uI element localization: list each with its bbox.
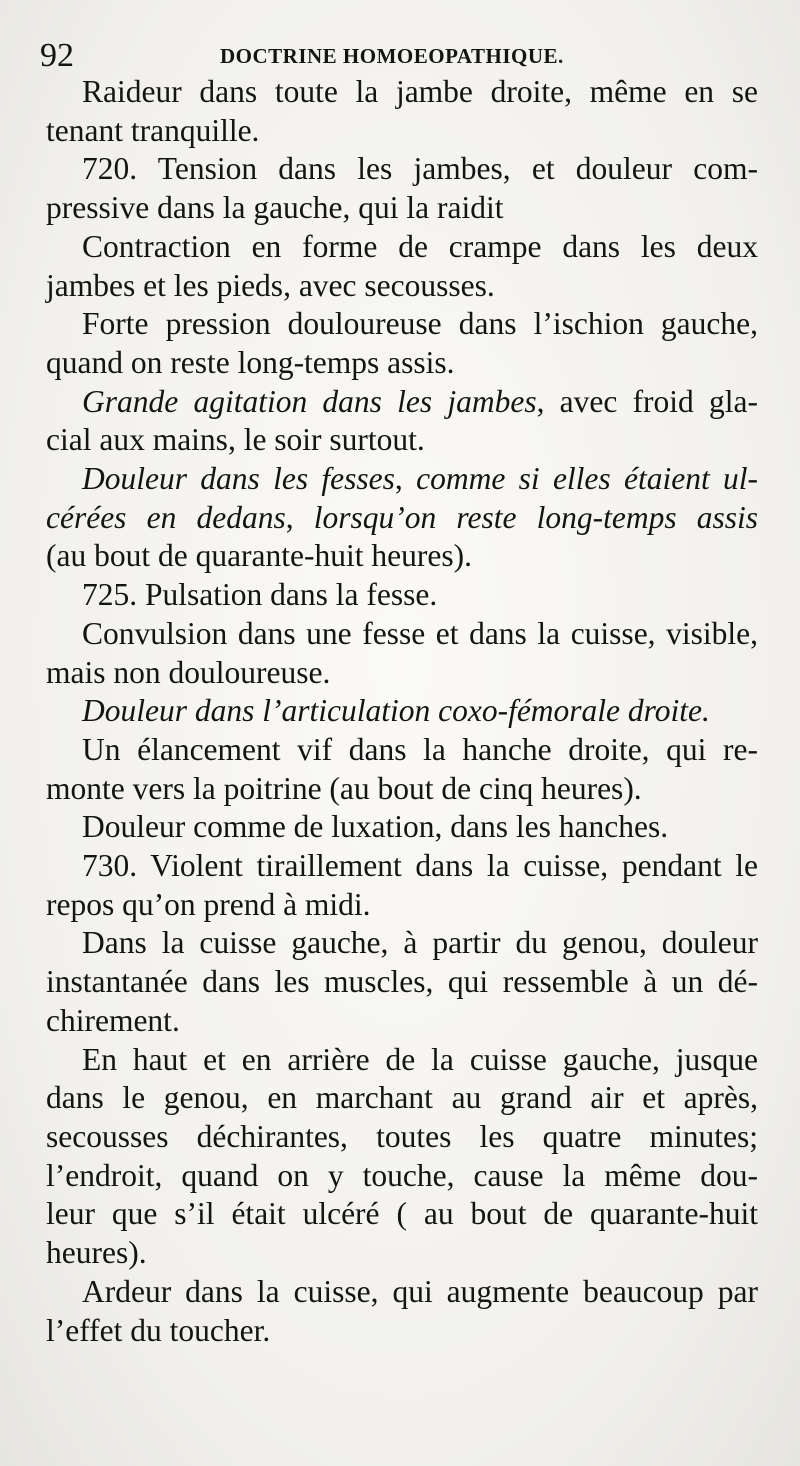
text-line: secousses déchirantes, toutes les quatre minutes; — [46, 1118, 758, 1154]
text-line: repos qu’on prend à midi. — [46, 886, 371, 922]
roman-run: , — [285, 499, 314, 535]
text-line: chirement. — [46, 1002, 180, 1038]
text-line: En haut et en arrière de la cuisse gauche, jusque — [82, 1041, 758, 1077]
text-line: Un élancement vif dans la hanche droite, qui re- — [82, 731, 758, 767]
text-line: monte vers la poitrine (au bout de cinq heures). — [46, 770, 642, 806]
text-line — [46, 460, 758, 499]
italic-run: lorsqu’on reste long-temps assis — [313, 499, 758, 535]
text-line: pressive dans la gauche, qui la raidit — [46, 190, 504, 226]
roman-run: , avec froid gla- — [536, 383, 758, 419]
text-line: (au bout de quarante-huit heures). — [46, 538, 472, 574]
text-line: mais non douloureuse. — [46, 654, 331, 690]
text-line: Contraction en forme de crampe dans les deux — [82, 228, 758, 264]
text-line: Ardeur dans la cuisse, qui augmente beaucoup par — [82, 1273, 758, 1309]
running-head: DOCTRINE HOMOEOPATHIQUE. — [220, 44, 564, 68]
text-line: 720. Tension dans les jambes, et douleur com- — [82, 151, 758, 187]
text-line: Dans la cuisse gauche, à partir du genou, douleur — [82, 925, 758, 961]
text-line: dans le genou, en marchant au grand air et après, — [46, 1080, 758, 1116]
text-line: heures). — [46, 1235, 147, 1271]
italic-run: Douleur dans les fesses — [82, 461, 395, 497]
text-line: l’effet du toucher. — [46, 1312, 271, 1348]
text-line: instantanée dans les muscles, qui ressemble à un dé- — [46, 964, 758, 1000]
text-line: Convulsion dans une fesse et dans la cuisse, visible, — [82, 615, 758, 651]
text-line: Douleur comme de luxation, dans les hanches. — [82, 809, 669, 845]
text-line: leur que s’il était ulcéré ( au bout de quarante-huit — [46, 1196, 758, 1232]
page-number: 92 — [40, 37, 74, 74]
italic-run: comme si elles étaient ul- — [416, 461, 759, 497]
text-line: tenant tranquille. — [46, 112, 260, 148]
text-line — [46, 383, 758, 422]
page-body — [46, 73, 758, 1350]
italic-run: Grande agitation dans les jambes — [82, 383, 537, 419]
text-line: 730. Violent tiraillement dans la cuisse, pendant le — [82, 848, 758, 884]
text-line: quand on reste long-temps assis. — [46, 344, 455, 380]
text-line: Forte pression douloureuse dans l’ischion gauche, — [82, 306, 758, 342]
text-line: cial aux mains, le soir surtout. — [46, 422, 425, 458]
page-header — [40, 34, 760, 74]
text-line — [46, 499, 758, 538]
text-line: jambes et les pieds, avec secousses. — [46, 267, 495, 303]
text-line: l’endroit, quand on y touche, cause la même dou- — [46, 1157, 758, 1193]
text-line: 725. Pulsation dans la fesse. — [82, 577, 438, 613]
text-line: Douleur dans l’articulation coxo-fémorale droite. — [82, 693, 710, 729]
roman-run: , — [394, 461, 417, 497]
italic-run: cérées en dedans — [46, 499, 286, 535]
text-line: Raideur dans toute la jambe droite, même en se — [82, 74, 758, 109]
